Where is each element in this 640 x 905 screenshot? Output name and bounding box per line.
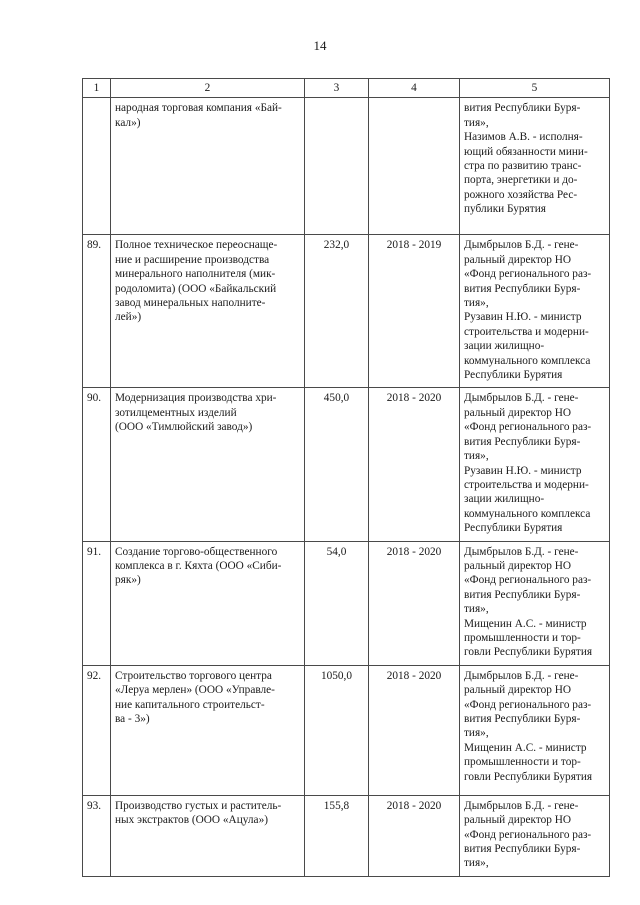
amount-cell: 155,8 [305,795,369,876]
amount-cell: 232,0 [305,235,369,388]
amount-cell [305,98,369,235]
project-cell: Производство густых и раститель- ных экстрактов (ООО «Ацула») [111,795,305,876]
amount-cell: 1050,0 [305,665,369,795]
period-cell: 2018 - 2020 [369,388,460,541]
responsible-cell: вития Республики Буря- тия», Назимов А.В. - исполня- ющий обязанности мини- стра по развитию транс- порта, энергетики и до- рожного хозяйства Рес- публики Бурятия [460,98,610,235]
row-number-cell: 92. [83,665,111,795]
column-header-4: 4 [369,79,460,98]
responsible-cell: Дымбрылов Б.Д. - гене- ральный директор НО «Фонд регионального раз- вития Республики Буря- тия», [460,795,610,876]
column-header-1: 1 [83,79,111,98]
period-cell: 2018 - 2020 [369,795,460,876]
row-number-cell: 90. [83,388,111,541]
period-cell [369,98,460,235]
responsible-cell: Дымбрылов Б.Д. - гене- ральный директор НО «Фонд регионального раз- вития Республики Буря- тия», Рузавин Н.Ю. - министр строительства и модерни- зации жилищно- коммунального комплекса Республики Бурятия [460,388,610,541]
period-cell: 2018 - 2020 [369,665,460,795]
project-cell: народная торговая компания «Бай- кал») [111,98,305,235]
responsible-cell: Дымбрылов Б.Д. - гене- ральный директор НО «Фонд регионального раз- вития Республики Буря- тия», Мищенин А.С. - министр промышленности и тор- говли Республики Бурятия [460,541,610,665]
period-cell: 2018 - 2019 [369,235,460,388]
page-number: 14 [313,38,327,53]
table-row [83,98,610,235]
column-header-3: 3 [305,79,369,98]
period-cell: 2018 - 2020 [369,541,460,665]
project-cell: Строительство торгового центра «Леруа мерлен» (ООО «Управле- ние капитального строительст- ва - 3») [111,665,305,795]
row-number-cell: 89. [83,235,111,388]
responsible-cell: Дымбрылов Б.Д. - гене- ральный директор НО «Фонд регионального раз- вития Республики Буря- тия», Рузавин Н.Ю. - министр строительства и модерни- зации жилищно- коммунального комплекса Республики Бурятия [460,235,610,388]
table-row [83,388,610,541]
column-header-2: 2 [111,79,305,98]
table-row [83,541,610,665]
table-row [83,665,610,795]
amount-cell: 450,0 [305,388,369,541]
project-cell: Модернизация производства хри- зотилцементных изделий (ООО «Тимлюйский завод») [111,388,305,541]
project-cell: Полное техническое переоснаще- ние и расширение производства минерального наполнителя (мик- родоломита) (ООО «Байкальский завод минеральных наполните- лей») [111,235,305,388]
table-header-row [83,79,610,98]
table-row [83,795,610,876]
project-cell: Создание торгово-общественного комплекса в г. Кяхта (ООО «Сиби- ряк») [111,541,305,665]
column-header-5: 5 [460,79,610,98]
amount-cell: 54,0 [305,541,369,665]
row-number-cell: 93. [83,795,111,876]
responsible-cell: Дымбрылов Б.Д. - гене- ральный директор НО «Фонд регионального раз- вития Республики Буря- тия», Мищенин А.С. - министр промышленности и тор- говли Республики Бурятия [460,665,610,795]
row-number-cell [83,98,111,235]
table-row [83,235,610,388]
row-number-cell: 91. [83,541,111,665]
projects-table [82,78,610,877]
